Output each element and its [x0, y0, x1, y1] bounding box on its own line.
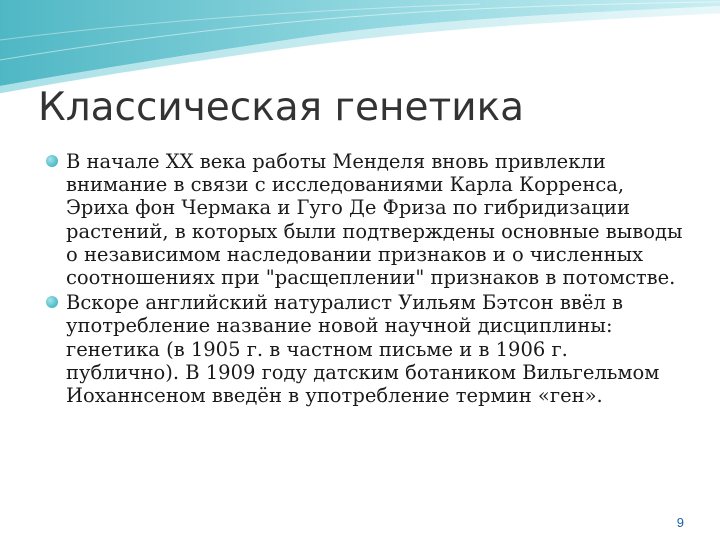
- slide-title: Классическая генетика: [38, 85, 525, 130]
- slide-content: [44, 150, 684, 409]
- page-number: 9: [676, 515, 684, 530]
- bullet-icon: [46, 155, 58, 167]
- bullet-item: [44, 291, 684, 407]
- bullet-text: В начале XX века работы Менделя вновь привлекли внимание в связи с исследованиями Карла Корренса, Эриха фон Чермака и Гуго Де Фриза по гибридизации растений, в которых были подтверждены основные выводы о независимом наследовании признаков и о численных соотношениях при "расщеплении" признаков в потомстве.: [66, 150, 683, 290]
- bullet-text: Вскоре английский натуралист Уильям Бэтсон ввёл в употребление название новой научной дисциплины: генетика (в 1905 г. в частном письме и в 1906 г. публично). В 1909 году датским ботаником Вильгельмом Иоханнсеном введён в употребление термин «ген».: [66, 291, 660, 408]
- bullet-item: [44, 150, 684, 289]
- bullet-icon: [46, 296, 58, 308]
